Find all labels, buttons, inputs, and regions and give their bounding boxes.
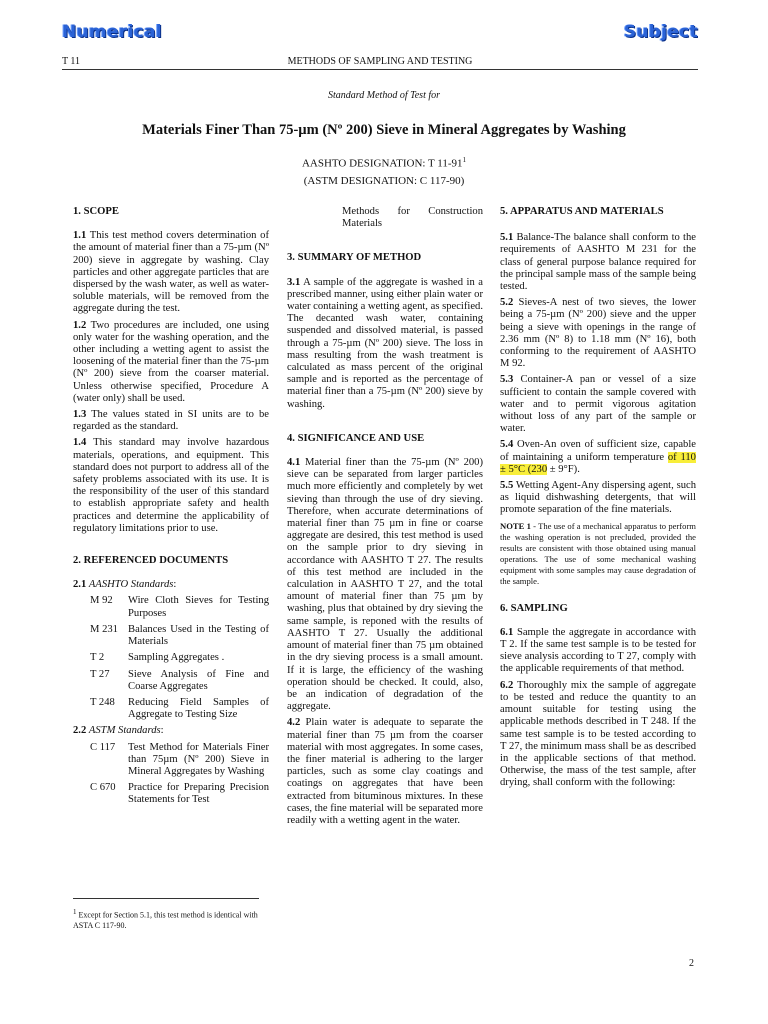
para-num: 1.2	[73, 319, 87, 331]
para-text: Two procedures are included, one using only water for the washing operation, and the other including a wetting agent to assist the loosening of the material finer than the 75-µm (Nº 200) sieve from the coarser material. Unless otherwise specified, Procedure A (water only) shall be used.	[73, 319, 269, 404]
standard-for-label: Standard Method of Test for	[327, 90, 441, 101]
sub-label: AASHTO Standards	[88, 579, 174, 591]
aashto-standards-list	[73, 595, 269, 721]
para-text: Balance-The balance shall conform to the requirements of AASHTO M 231 for the class of general purpose balance required for the principal sample mass of the sample being tested.	[500, 232, 696, 293]
para-num: 1.1	[73, 230, 87, 242]
para-text: Sample the aggregate in accordance with T 2. If the same test sample is to be tested for sieve analysis according to T 27, comply with the applicable requirements of that method.	[500, 626, 696, 675]
para-text: The values stated in SI units are to be regarded as the standard.	[73, 409, 269, 433]
doc-desc: Reducing Field Samples of Aggregate to Testing Size	[128, 696, 269, 721]
paragraph-1-2	[73, 320, 269, 405]
para-num: 2.2	[73, 725, 87, 737]
column-1	[73, 206, 269, 811]
para-text: This standard may involve hazardous materials, operations, and equipment. This standard does not purport to address all of the safety problems associated with its use. It is the responsibility of the user of this standard to establish appropriate safety and health practices and determine the applicability of regulatory limitations prior to use.	[73, 437, 269, 534]
para-num: 1.4	[73, 437, 87, 449]
page-number: 2	[689, 958, 694, 969]
doc-code: C 670	[90, 782, 116, 794]
para-num: 4.1	[287, 457, 301, 469]
list-item	[73, 624, 269, 648]
doc-desc: Wire Cloth Sieves for Testing Purposes	[128, 595, 269, 619]
scope-heading: 1. SCOPE	[73, 206, 119, 217]
column-3	[500, 206, 696, 794]
para-num: 3.1	[287, 276, 301, 288]
note-1	[500, 521, 696, 587]
para-text: Oven-An oven of sufficient size, capable of maintaining a uniform temperature	[500, 439, 696, 463]
footnote-mark: 1	[73, 908, 77, 916]
doc-code: T 27	[90, 668, 110, 680]
para-num: 2.1	[73, 579, 87, 591]
para-text: ± 9°F).	[547, 463, 580, 475]
astm-standards-list	[73, 742, 269, 807]
paragraph-1-4	[73, 437, 269, 535]
para-num: 4.2	[287, 717, 301, 729]
para-num: 6.2	[500, 679, 514, 691]
list-item	[73, 697, 269, 721]
referenced-documents-heading: 2. REFERENCED DOCUMENTS	[73, 555, 229, 567]
para-text: This test method covers determination of the amount of material finer than a 75-µm (Nº 200) sieve in aggregate by washing. Clay particles and other aggregate particles that are dispersed by the wash water, as well as water-soluble materials, will be removed from the aggregate during the test.	[73, 230, 269, 315]
doc-code: T 248	[90, 696, 115, 708]
paragraph-5-3	[500, 374, 696, 435]
referenced-continued: Methods for Construction Materials	[342, 206, 483, 230]
numerical-tag: Numerical	[62, 22, 162, 42]
doc-number: T 11	[62, 56, 81, 67]
para-num: 5.5	[500, 480, 514, 492]
para-text: Sieves-A nest of two sieves, the lower being a 75-µm (Nº 200) sieve and the upper being a sieve with openings in the range of 2.36 mm (Nº 8) to 1.18 mm (Nº 16), both conforming to the requirement of AASHTO M 92.	[500, 297, 696, 370]
list-item	[73, 782, 269, 806]
apparatus-heading: 5. APPARATUS AND MATERIALS	[500, 206, 664, 217]
footnote-ref: 1	[462, 156, 467, 164]
list-item	[73, 595, 269, 619]
running-header	[62, 56, 698, 70]
aashto-standards-label: 2.1 AASHTO Standards:	[73, 579, 177, 591]
para-text: Material finer than the 75-µm (Nº 200) sieve can be separated from larger particles much more efficiently and completely by wet sieving than through the use of dry sieving. Therefore, when accurate determinations of material finer than 75 µm in fine or coarse aggregate are desired, this test method is used on the sample prior to dry sieving in accordance with AASHTO T 27. The results of this test method are included in the calculation in AASHTO T 27, and the total amount of material finer than 75 µm by washing, plus that obtained by dry sieving the same sample, is reponed with the results of AASHTO T 27. Usually the additional amount of material finer than 75 µm obtained in the dry sieving process is a small amount. If it is large, the efficiency of the washing operation should be checked. It could, also, be an indication of degradation of the aggregate.	[287, 457, 483, 713]
note-text: - The use of a mechanical apparatus to perform the washing operation is not precluded, provided the results are consistent with those obtained using manual operations. The use of some mechanical washing equipment with some samples may cause degradation of the sample.	[500, 520, 696, 586]
paragraph-1-1	[73, 230, 269, 315]
paragraph-5-2	[500, 297, 696, 370]
doc-desc: Balances Used in the Testing of Materials	[128, 623, 269, 648]
highlighted-text: of 110 ± 5°C (230	[500, 451, 696, 475]
aashto-designation-text: AASHTO DESIGNATION: T 11-91	[301, 157, 463, 170]
running-title: METHODS OF SAMPLING AND TESTING	[287, 56, 473, 67]
summary-heading: 3. SUMMARY OF METHOD	[287, 252, 422, 264]
doc-desc: Sieve Analysis of Fine and Coarse Aggregates	[128, 668, 269, 692]
doc-code: C 117	[90, 741, 116, 753]
paragraph-6-1	[500, 627, 696, 676]
paragraph-4-1	[287, 457, 483, 713]
doc-code: M 92	[90, 595, 113, 607]
para-num: 5.1	[500, 232, 514, 244]
paragraph-5-1	[500, 232, 696, 293]
doc-code: T 2	[90, 652, 105, 664]
list-item	[73, 742, 269, 779]
subject-tag: Subject	[623, 22, 698, 42]
list-item	[73, 652, 269, 664]
paragraph-4-2	[287, 717, 483, 827]
para-text: Wetting Agent-Any dispersing agent, such as liquid dishwashing detergents, that will promote separation of the fine materials.	[500, 480, 696, 516]
note-label: NOTE 1	[500, 520, 531, 531]
doc-code: M 231	[90, 623, 118, 635]
sub-label: ASTM Standards	[88, 725, 161, 737]
paragraph-6-2	[500, 680, 696, 790]
para-num: 6.1	[500, 626, 514, 638]
para-text: Plain water is adequate to separate the material finer than 75 µm from the coarser material with most aggregates. In some cases, the finer material is adhering to the larger particles, such as some clay coatings and coatings on aggregates that have been extracted from bituminous mixtures. In these cases, the fine material will be separated more readily with a wetting agent in the water.	[287, 717, 483, 826]
para-text: Container-A pan or vessel of a size sufficient to contain the sample covered with water and to permit vigorous agitation without loss of any part of the sample or water.	[500, 374, 696, 435]
aashto-designation	[0, 156, 768, 170]
document-title: Materials Finer Than 75-µm (Nº 200) Sieve in Mineral Aggregates by Washing	[142, 122, 626, 138]
astm-designation: (ASTM DESIGNATION: C 117-90)	[303, 175, 465, 187]
list-item	[73, 669, 269, 693]
footnote-text: Except for Section 5.1, this test method is identical with ASTA C 117-90.	[73, 910, 258, 930]
column-2	[287, 206, 483, 831]
paragraph-3-1	[287, 277, 483, 411]
para-num: 5.3	[500, 374, 514, 386]
doc-desc: Practice for Preparing Precision Statements for Test	[128, 782, 269, 806]
footnote	[73, 907, 269, 931]
doc-desc: Test Method for Materials Finer than 75µm (Nº 200) Sieve in Mineral Aggregates by Washing	[128, 741, 269, 777]
sampling-heading: 6. SAMPLING	[500, 602, 568, 614]
significance-heading: 4. SIGNIFICANCE AND USE	[287, 432, 425, 444]
doc-desc: Sampling Aggregates .	[128, 652, 225, 664]
paragraph-5-5	[500, 480, 696, 517]
paragraph-5-4	[500, 439, 696, 476]
paragraph-1-3	[73, 409, 269, 433]
para-text: A sample of the aggregate is washed in a prescribed manner, using either plain water or water containing a wetting agent, as specified. The decanted wash water, containing suspended and dissolved material, is passed through a 75-µm (Nº 200) sieve. The loss in mass resulting from the wash treatment is calculated as mass percent of the original sample and is reported as the percentage of material finer than a 75-µm (Nº 200) sieve by washing.	[287, 276, 483, 410]
para-num: 5.4	[500, 439, 514, 451]
para-num: 5.2	[500, 297, 514, 309]
astm-standards-label: 2.2 ASTM Standards:	[73, 725, 164, 737]
para-num: 1.3	[73, 409, 87, 421]
para-text: Thoroughly mix the sample of aggregate to be tested and reduce the quantity to an amount suitable for testing using the applicable methods described in T 248. If the same test sample is to be tested according to T 27, the minimum mass shall be as described in the applicable sections of that method. Otherwise, the mass of the test sample, after drying, shall conform with the following:	[500, 679, 696, 789]
footnote-divider	[73, 898, 259, 899]
